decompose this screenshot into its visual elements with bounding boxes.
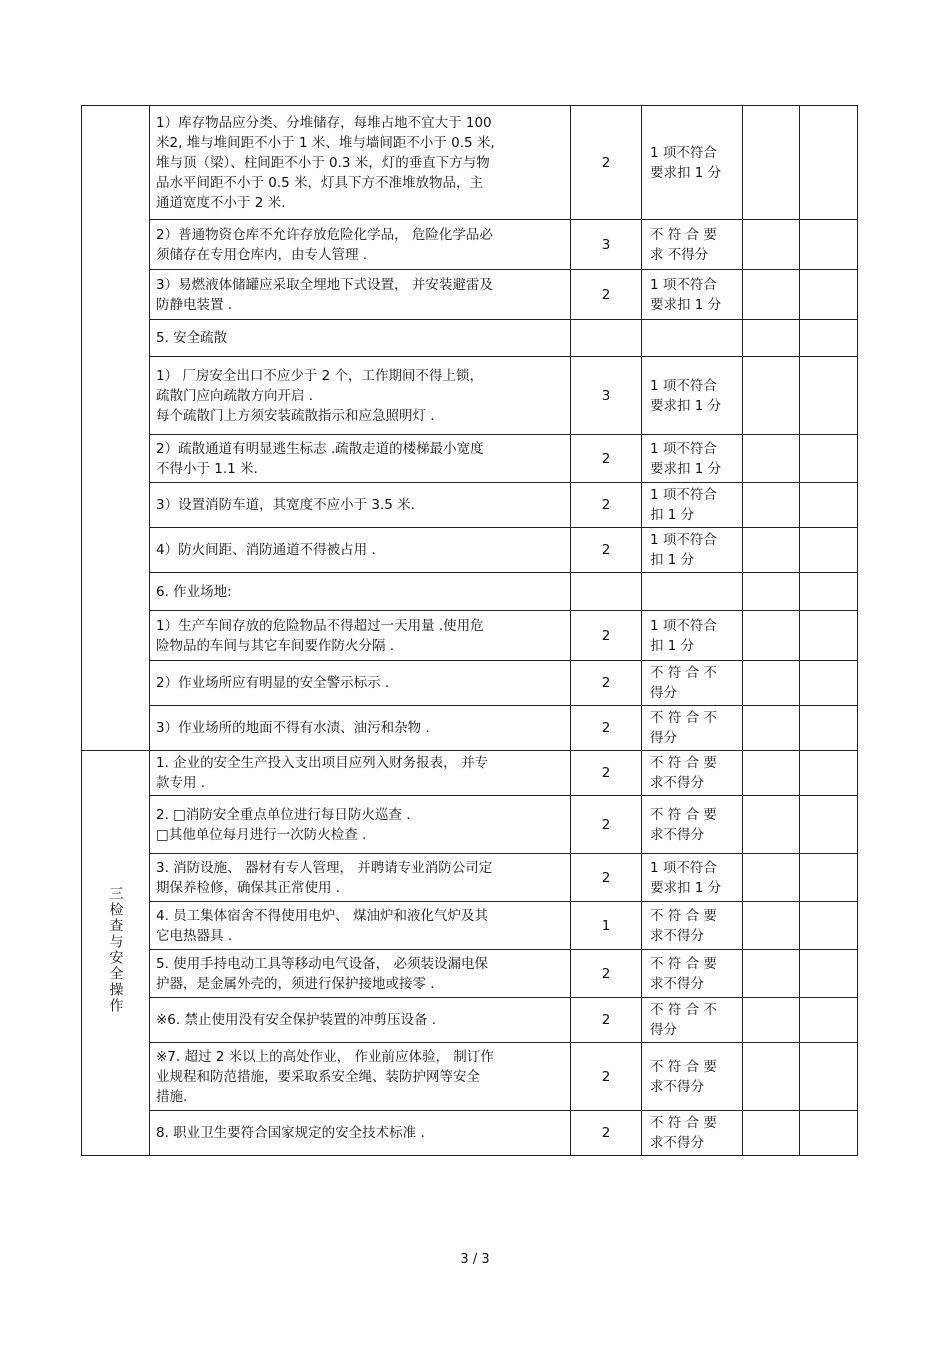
inspection-table — [81, 105, 858, 1156]
blank-cell — [743, 854, 800, 902]
score-cell: 2 — [571, 1111, 642, 1156]
item-cell: 4. 员工集体宿舍不得使用电炉、 煤油炉和液化气炉及其 它电热器具 . — [150, 902, 571, 950]
standard-cell: 不 符 合 不 得分 — [642, 998, 743, 1043]
blank-cell — [800, 611, 858, 661]
score-cell: 2 — [571, 106, 642, 220]
standard-cell: 不 符 合 要 求不得分 — [642, 751, 743, 796]
blank-cell — [800, 106, 858, 220]
score-cell: 2 — [571, 528, 642, 573]
blank-cell — [800, 751, 858, 796]
blank-cell — [743, 220, 800, 270]
table-row — [82, 902, 858, 950]
blank-cell — [743, 1111, 800, 1156]
standard-cell: 不 符 合 要 求不得分 — [642, 1111, 743, 1156]
blank-cell — [743, 320, 800, 357]
item-cell: ※7. 超过 2 米以上的高处作业， 作业前应体验， 制订作 业规程和防范措施，要采取系安全绳、装防护网等安全 措施. — [150, 1043, 571, 1111]
blank-cell — [800, 998, 858, 1043]
item-cell: 5. 安全疏散 — [150, 320, 571, 357]
standard-cell: 不 符 合 要 求不得分 — [642, 796, 743, 854]
standard-cell — [642, 573, 743, 611]
table-row — [82, 854, 858, 902]
table-row — [82, 1043, 858, 1111]
standard-cell: 1 项不符合 要求扣 1 分 — [642, 435, 743, 483]
category-label: 三检查与安全操作 — [107, 886, 124, 1014]
item-cell: 4）防火间距、消防通道不得被占用 . — [150, 528, 571, 573]
blank-cell — [800, 854, 858, 902]
score-cell: 2 — [571, 950, 642, 998]
blank-cell — [743, 483, 800, 528]
score-cell: 3 — [571, 357, 642, 435]
blank-cell — [800, 483, 858, 528]
blank-cell — [743, 106, 800, 220]
item-cell: 2）疏散通道有明显逃生标志 .疏散走道的楼梯最小宽度 不得小于 1.1 米. — [150, 435, 571, 483]
table-row — [82, 106, 858, 220]
blank-cell — [800, 270, 858, 320]
item-cell: 1. 企业的安全生产投入支出项目应列入财务报表， 并专 款专用 . — [150, 751, 571, 796]
score-cell: 2 — [571, 998, 642, 1043]
table-row — [82, 320, 858, 357]
blank-cell — [800, 435, 858, 483]
score-cell: 2 — [571, 661, 642, 706]
item-cell: ※6. 禁止使用没有安全保护装置的冲剪压设备 . — [150, 998, 571, 1043]
standard-cell: 1 项不符合 扣 1 分 — [642, 611, 743, 661]
table-row — [82, 483, 858, 528]
table-row — [82, 435, 858, 483]
blank-cell — [743, 661, 800, 706]
score-cell: 2 — [571, 270, 642, 320]
blank-cell — [800, 220, 858, 270]
score-cell: 3 — [571, 220, 642, 270]
standard-cell: 1 项不符合 要求扣 1 分 — [642, 106, 743, 220]
table-row — [82, 270, 858, 320]
table-row — [82, 220, 858, 270]
blank-cell — [800, 661, 858, 706]
blank-cell — [743, 950, 800, 998]
standard-cell: 1 项不符合 要求扣 1 分 — [642, 270, 743, 320]
item-cell: 2）普通物资仓库不允许存放危险化学品， 危险化学品必 须储存在专用仓库内，由专人管理 . — [150, 220, 571, 270]
standard-cell — [642, 320, 743, 357]
category-cell — [82, 106, 150, 751]
item-cell: 8. 职业卫生要符合国家规定的安全技术标准 . — [150, 1111, 571, 1156]
item-cell: 6. 作业场地: — [150, 573, 571, 611]
score-cell: 2 — [571, 751, 642, 796]
table-row — [82, 611, 858, 661]
blank-cell — [800, 357, 858, 435]
item-cell: 2. □消防安全重点单位进行每日防火巡查 . □其他单位每月进行一次防火检查 . — [150, 796, 571, 854]
item-cell: 1）生产车间存放的危险物品不得超过一天用量 .使用危 险物品的车间与其它车间要作防火分隔 . — [150, 611, 571, 661]
standard-cell: 不 符 合 要 求不得分 — [642, 950, 743, 998]
standard-cell: 不 符 合 要 求 不得分 — [642, 220, 743, 270]
blank-cell — [743, 573, 800, 611]
table-row — [82, 706, 858, 751]
blank-cell — [743, 902, 800, 950]
table-row — [82, 357, 858, 435]
item-cell: 5. 使用手持电动工具等移动电气设备， 必须装设漏电保 护器，是金属外壳的，须进行保护接地或接零 . — [150, 950, 571, 998]
table-row — [82, 796, 858, 854]
blank-cell — [743, 751, 800, 796]
score-cell: 1 — [571, 902, 642, 950]
standard-cell: 1 项不符合 要求扣 1 分 — [642, 357, 743, 435]
score-cell: 2 — [571, 611, 642, 661]
table-row — [82, 528, 858, 573]
standard-cell: 不 符 合 要 求不得分 — [642, 1043, 743, 1111]
standard-cell: 1 项不符合 扣 1 分 — [642, 528, 743, 573]
table-row — [82, 1111, 858, 1156]
blank-cell — [800, 902, 858, 950]
item-cell: 3. 消防设施、 器材有专人管理， 并聘请专业消防公司定 期保养检修，确保其正常使用 . — [150, 854, 571, 902]
blank-cell — [743, 796, 800, 854]
standard-cell: 不 符 合 不 得分 — [642, 661, 743, 706]
page-number: 3 / 3 — [460, 1252, 490, 1267]
item-cell: 1）库存物品应分类、分堆储存，每堆占地不宜大于 100 米2, 堆与堆间距不小于 1 米、堆与墙间距不小于 0.5 米, 堆与顶（梁）、柱间距不小于 0.3 米，灯的垂直下方与物 品水平间距不小于 0.5 米，灯具下方不准堆放物品，主 通道宽度不小于 2 米. — [150, 106, 571, 220]
score-cell: 2 — [571, 435, 642, 483]
blank-cell — [800, 950, 858, 998]
item-cell: 3）易燃液体储罐应采取全埋地下式设置， 并安装避雷及 防静电装置 . — [150, 270, 571, 320]
blank-cell — [743, 706, 800, 751]
score-cell: 2 — [571, 854, 642, 902]
blank-cell — [743, 528, 800, 573]
item-cell: 3）设置消防车道，其宽度不应小于 3.5 米. — [150, 483, 571, 528]
standard-cell: 1 项不符合 扣 1 分 — [642, 483, 743, 528]
item-cell: 2）作业场所应有明显的安全警示标示 . — [150, 661, 571, 706]
blank-cell — [743, 998, 800, 1043]
item-cell: 1） 厂房安全出口不应少于 2 个，工作期间不得上锁， 疏散门应向疏散方向开启 . 每个疏散门上方须安装疏散指示和应急照明灯 . — [150, 357, 571, 435]
blank-cell — [800, 1111, 858, 1156]
standard-cell: 不 符 合 要 求不得分 — [642, 902, 743, 950]
blank-cell — [743, 435, 800, 483]
blank-cell — [743, 270, 800, 320]
table-row — [82, 998, 858, 1043]
standard-cell: 1 项不符合 要求扣 1 分 — [642, 854, 743, 902]
category-cell — [82, 751, 150, 1156]
standard-cell: 不 符 合 不 得分 — [642, 706, 743, 751]
blank-cell — [800, 528, 858, 573]
blank-cell — [800, 706, 858, 751]
table-row — [82, 661, 858, 706]
blank-cell — [800, 320, 858, 357]
blank-cell — [743, 611, 800, 661]
blank-cell — [743, 357, 800, 435]
score-cell: 2 — [571, 483, 642, 528]
table-row — [82, 950, 858, 998]
table-row — [82, 751, 858, 796]
score-cell: 2 — [571, 706, 642, 751]
blank-cell — [800, 796, 858, 854]
item-cell: 3）作业场所的地面不得有水渍、油污和杂物 . — [150, 706, 571, 751]
score-cell: 2 — [571, 1043, 642, 1111]
score-cell — [571, 320, 642, 357]
blank-cell — [743, 1043, 800, 1111]
blank-cell — [800, 573, 858, 611]
score-cell — [571, 573, 642, 611]
blank-cell — [800, 1043, 858, 1111]
table-row — [82, 573, 858, 611]
score-cell: 2 — [571, 796, 642, 854]
